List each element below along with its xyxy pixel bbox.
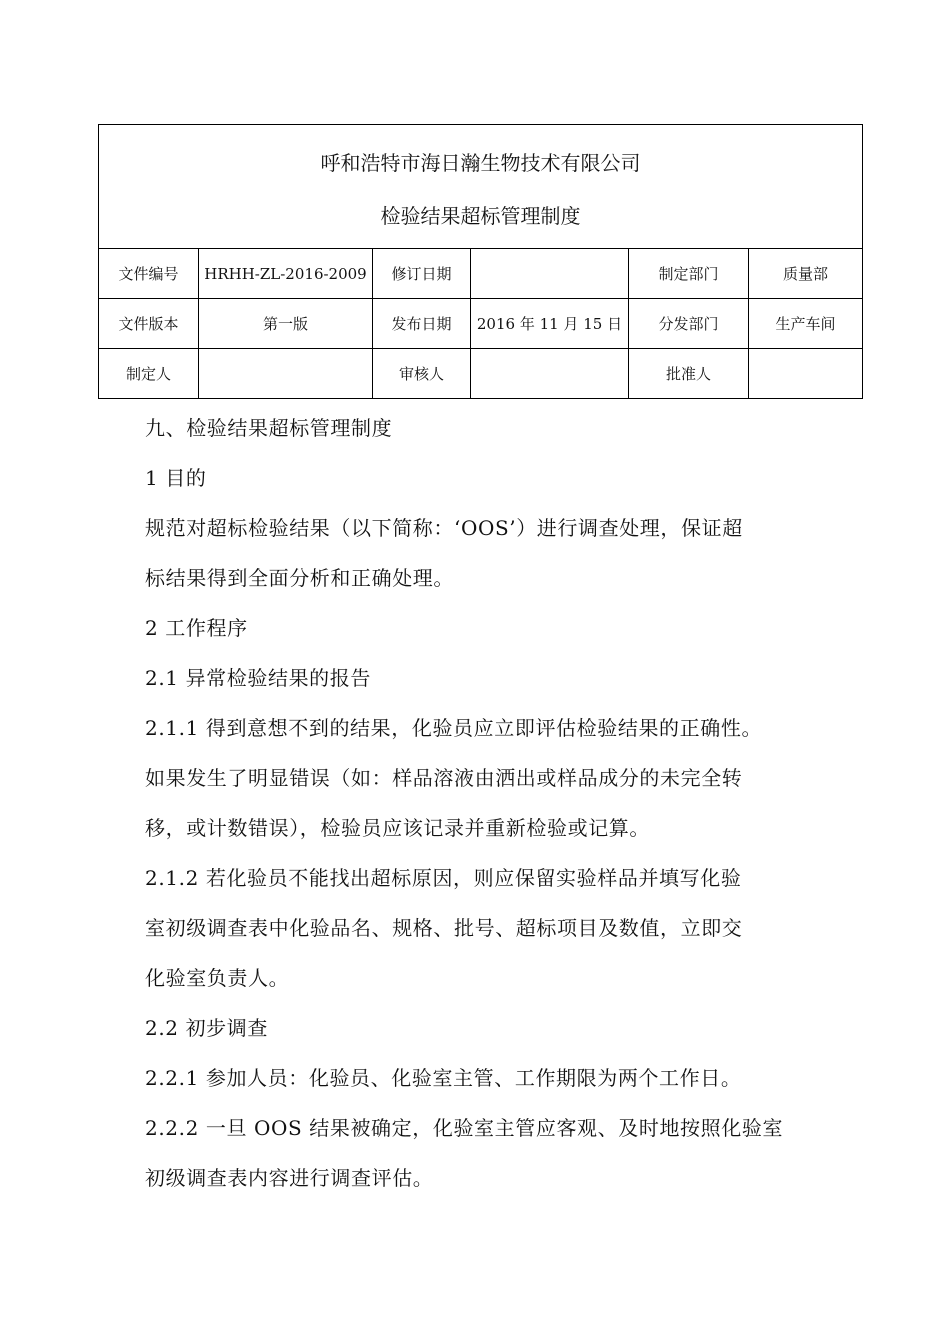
label-approver: 批准人 [629, 349, 749, 399]
value-file-number: HRHH-ZL-2016-2009 [199, 249, 373, 299]
label-release-date: 发布日期 [373, 299, 471, 349]
label-file-number: 文件编号 [99, 249, 199, 299]
section-2-1-heading: 2.1 异常检验结果的报告 [145, 666, 371, 690]
label-distribution-department: 分发部门 [629, 299, 749, 349]
body-line: 2.1.2 若化验员不能找出超标原因，则应保留实验样品并填写化验 [145, 866, 742, 890]
document-title: 检验结果超标管理制度 [380, 203, 581, 228]
value-author [199, 349, 373, 399]
document-body [145, 403, 815, 1203]
section-1-heading: 1 目的 [145, 466, 207, 490]
document-header-table [98, 124, 863, 399]
value-release-date: 2016 年 11 月 15 日 [471, 299, 629, 349]
header-title-cell [99, 125, 863, 249]
body-line: 室初级调查表中化验品名、规格、批号、超标项目及数值，立即交 [145, 916, 743, 940]
label-issuing-department: 制定部门 [629, 249, 749, 299]
header-row-file-number [99, 249, 863, 299]
label-author: 制定人 [99, 349, 199, 399]
body-line: 标结果得到全面分析和正确处理。 [145, 566, 454, 590]
header-row-signatories [99, 349, 863, 399]
company-name: 呼和浩特市海日瀚生物技术有限公司 [320, 150, 641, 175]
section-2-2-heading: 2.2 初步调查 [145, 1016, 268, 1040]
body-line: 2.1.1 得到意想不到的结果，化验员应立即评估检验结果的正确性。 [145, 716, 763, 740]
label-revision-date: 修订日期 [373, 249, 471, 299]
body-line: 化验室负责人。 [145, 966, 290, 990]
header-row-file-version [99, 299, 863, 349]
value-reviewer [471, 349, 629, 399]
value-file-version: 第一版 [199, 299, 373, 349]
value-distribution-department: 生产车间 [749, 299, 863, 349]
body-line: 初级调查表内容进行调查评估。 [145, 1166, 434, 1190]
label-file-version: 文件版本 [99, 299, 199, 349]
body-line: 2.2.1 参加人员：化验员、化验室主管、工作期限为两个工作日。 [145, 1066, 742, 1090]
body-line: 规范对超标检验结果（以下简称：‘OOS’）进行调查处理，保证超 [145, 516, 743, 540]
value-revision-date [471, 249, 629, 299]
body-line: 2.2.2 一旦 OOS 结果被确定，化验室主管应客观、及时地按照化验室 [145, 1116, 784, 1140]
section-heading: 九、检验结果超标管理制度 [145, 416, 393, 440]
value-approver [749, 349, 863, 399]
section-2-heading: 2 工作程序 [145, 616, 248, 640]
value-issuing-department: 质量部 [749, 249, 863, 299]
label-reviewer: 审核人 [373, 349, 471, 399]
body-line: 移，或计数错误），检验员应该记录并重新检验或记算。 [145, 816, 650, 840]
body-line: 如果发生了明显错误（如：样品溶液由洒出或样品成分的未完全转 [145, 766, 743, 790]
